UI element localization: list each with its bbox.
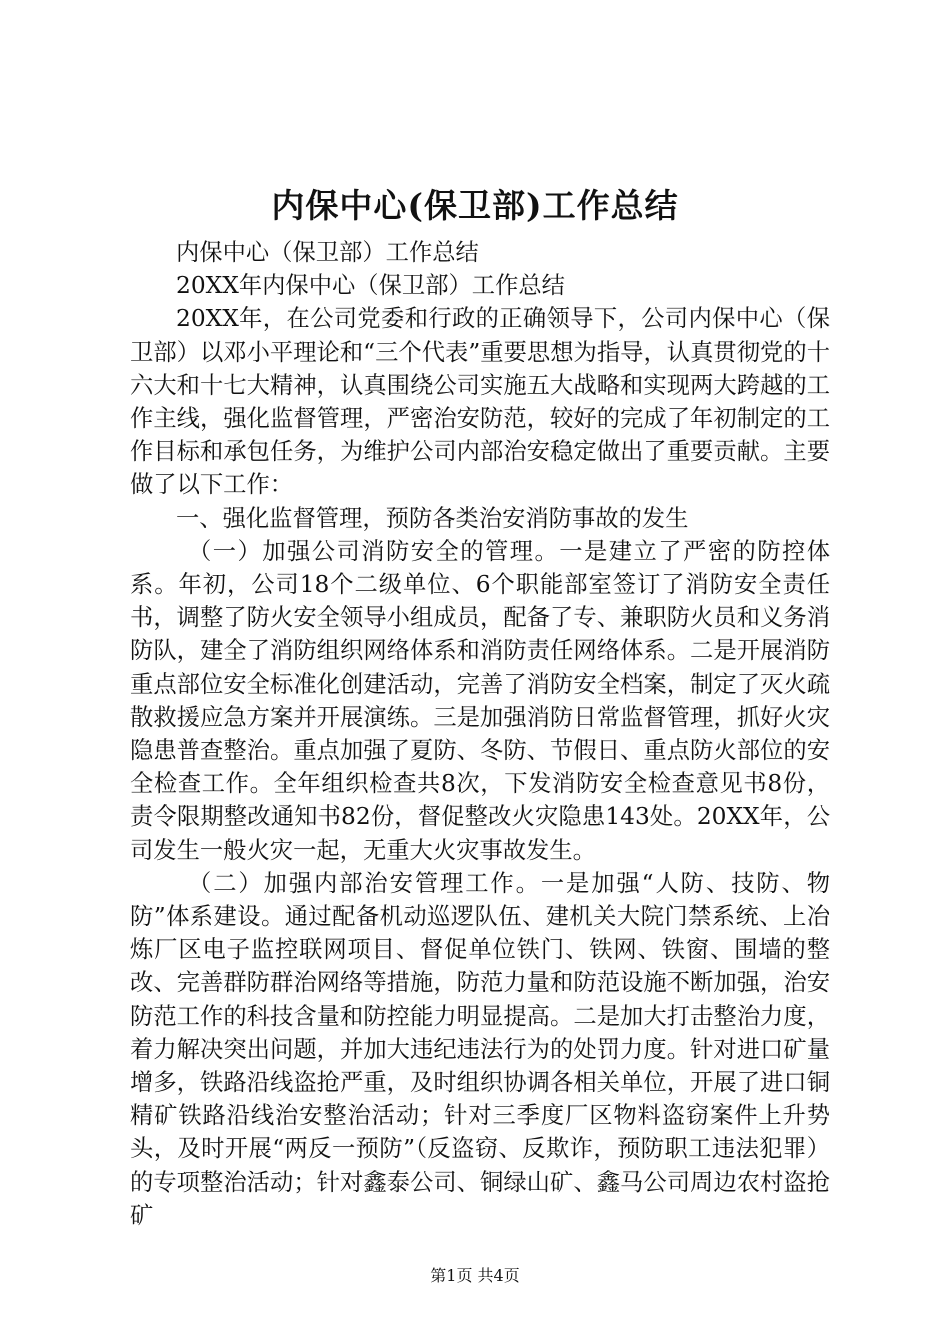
subtitle-paragraph: 内保中心（保卫部）工作总结 (176, 239, 479, 266)
document-title: 内保中心(保卫部)工作总结 (271, 186, 679, 225)
subtitle-year-paragraph: 20XX年内保中心（保卫部）工作总结 (176, 272, 565, 300)
page-number-footer: 第1页 共4页 (430, 1266, 520, 1285)
document-body (130, 236, 830, 1232)
fire-safety-paragraph: （一）加强公司消防安全的管理。一是建立了严密的防控体系。年初，公司18个二级单位、6个职能部室签订了消防安全责任书，调整了防火安全领导小组成员，配备了专、兼职防火员和义务消防队，建全了消防组织网络体系和消防责任网络体系。二是开展消防重点部位安全标准化创建活动，完善了消防安全档案，制定了灭火疏散救援应急方案并开展演练。三是加强消防日常监督管理，抓好火灾隐患普查整治。重点加强了夏防、冬防、节假日、重点防火部位的安全检查工作。全年组织检查共8次，下发消防安全检查意见书8份，责令限期整改通知书82份，督促整改火灾隐患143处。20XX年，公司发生一般火灾一起，无重大火灾事故发生。 (130, 537, 830, 864)
section-heading: 一、强化监督管理，预防各类治安消防事故的发生 (176, 504, 689, 532)
public-security-paragraph: （二）加强内部治安管理工作。一是加强“人防、技防、物防”体系建设。通过配备机动巡逻队伍、建机关大院门禁系统、上冶炼厂区电子监控联网项目、督促单位铁门、铁网、铁窗、围墙的整改、完善群防群治网络等措施，防范力量和防范设施不断加强，治安防范工作的科技含量和防控能力明显提高。二是加大打击整治力度，着力解决突出问题，并加大违纪违法行为的处罚力度。针对进口矿量增多，铁路沿线盗抢严重，及时组织协调各相关单位，开展了进口铜精矿铁路沿线治安整治活动；针对三季度厂区物料盗窃案件上升势头，及时开展“两反一预防”（反盗窃、反欺诈，预防职工违法犯罪）的专项整治活动；针对鑫泰公司、铜绿山矿、鑫马公司周边农村盗抢矿 (130, 869, 830, 1229)
intro-paragraph: 20XX年，在公司党委和行政的正确领导下，公司内保中心（保卫部）以邓小平理论和“三个代表”重要思想为指导，认真贯彻党的十六大和十七大精神，认真围绕公司实施五大战略和实现两大跨越的工作主线，强化监督管理，严密治安防范，较好的完成了年初制定的工作目标和承包任务，为维护公司内部治安稳定做出了重要贡献。主要做了以下工作： (130, 305, 830, 499)
